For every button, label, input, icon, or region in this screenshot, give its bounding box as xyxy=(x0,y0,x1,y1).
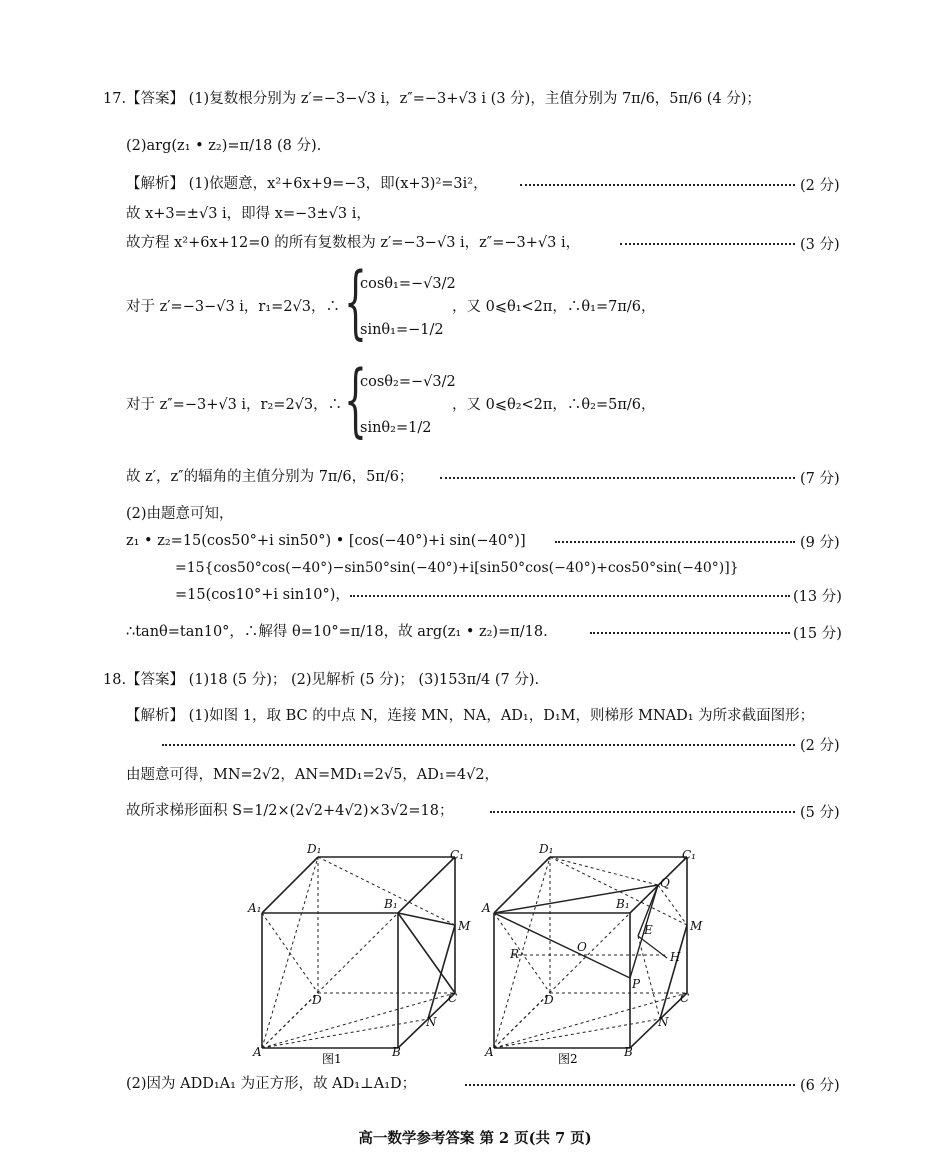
score-label: (5 分) xyxy=(800,805,840,821)
score-label: (2 分) xyxy=(800,738,840,754)
vertex-label: C₁ xyxy=(450,848,464,862)
vertex-label: M xyxy=(690,919,703,933)
vertex-label: N xyxy=(658,1015,669,1029)
q17-system-1-cos: cosθ₁=−√3/2 xyxy=(360,276,456,292)
leader-dots xyxy=(555,541,795,543)
q17-solution-line-11: ∴tanθ=tan10°，∴解得 θ=10°=π/18，故 arg(z₁ • z₂)=π/18. xyxy=(126,624,548,640)
q17-answer-line-2: (2)arg(z₁ • z₂)=π/18 (8 分). xyxy=(126,138,322,154)
q18-solution-line-3: 故所求梯形面积 S=1/2×(2√2+4√2)×3√2=18； xyxy=(126,803,454,819)
vertex-label: H xyxy=(670,950,681,964)
vertex-label: O xyxy=(577,940,587,954)
q18-solution-line-4: (2)因为 ADD₁A₁ 为正方形，故 AD₁⊥A₁D； xyxy=(126,1076,417,1092)
q17-solution-line-5a: 对于 z″=−3+√3 i，r₂=2√3，∴ xyxy=(126,397,343,413)
vertex-label: R xyxy=(510,947,520,961)
q17-answer-line-1: 17.【答案】 (1)复数根分别为 z′=−3−√3 i，z″=−3+√3 i (3 分)，主值分别为 7π/6，5π/6 (4 分)； xyxy=(103,91,761,107)
vertex-label: A xyxy=(253,1045,262,1059)
q17-solution-line-6: 故 z′，z″的辐角的主值分别为 7π/6，5π/6； xyxy=(126,469,414,485)
leader-dots xyxy=(520,184,795,186)
leader-dots xyxy=(440,477,795,479)
vertex-label: E xyxy=(644,923,653,937)
vertex-label: B xyxy=(392,1045,401,1059)
score-label: (3 分) xyxy=(800,237,840,253)
vertex-label: A xyxy=(485,1045,494,1059)
cube-figures xyxy=(240,838,710,1074)
q17-solution-line-8: z₁ • z₂=15(cos50°+i sin50°) • [cos(−40°)+i sin(−40°)] xyxy=(126,533,526,549)
q17-solution-line-1: 【解析】 (1)依题意，x²+6x+9=−3，即(x+3)²=3i²， xyxy=(126,176,488,192)
vertex-label: B₁ xyxy=(384,897,398,911)
q17-solution-line-10: =15(cos10°+i sin10°)， xyxy=(175,587,350,603)
leader-dots xyxy=(465,1084,795,1086)
leader-dots xyxy=(590,632,790,634)
q17-solution-line-2: 故 x+3=±√3 i，即得 x=−3±√3 i， xyxy=(126,206,371,222)
leader-dots xyxy=(620,243,795,245)
left-brace: { xyxy=(344,353,367,446)
leader-dots xyxy=(350,595,790,597)
leader-dots xyxy=(162,744,795,746)
vertex-label: B xyxy=(624,1045,633,1059)
figure-2-caption: 图2 xyxy=(558,1052,578,1066)
q18-solution-line-2: 由题意可得，MN=2√2，AN=MD₁=2√5，AD₁=4√2， xyxy=(126,767,500,783)
vertex-label: D xyxy=(312,993,322,1007)
score-label: (9 分) xyxy=(800,535,840,551)
page-footer: 高一数学参考答案 第 2 页(共 7 页) xyxy=(358,1130,592,1147)
score-label: (2 分) xyxy=(800,178,840,194)
leader-dots xyxy=(490,811,795,813)
q18-solution-line-1: 【解析】 (1)如图 1，取 BC 的中点 N，连接 MN，NA，AD₁，D₁M，则梯形 MNAD₁ 为所求截面图形； xyxy=(126,708,815,724)
vertex-label: A xyxy=(482,901,491,915)
q17-solution-line-7: (2)由题意可知， xyxy=(126,506,234,522)
q17-system-2-cos: cosθ₂=−√3/2 xyxy=(360,374,456,390)
cube-diagrams-svg xyxy=(240,838,710,1070)
q17-system-2-sin: sinθ₂=1/2 xyxy=(360,420,432,436)
q17-solution-line-3: 故方程 x²+6x+12=0 的所有复数根为 z′=−3−√3 i，z″=−3+√3 i， xyxy=(126,235,581,251)
vertex-label: C₁ xyxy=(682,848,696,862)
q17-solution-line-5c: ，又 0⩽θ₂<2π，∴θ₂=5π/6， xyxy=(452,397,656,413)
vertex-label: M xyxy=(458,919,471,933)
figure-1-caption: 图1 xyxy=(322,1052,342,1066)
score-label: (13 分) xyxy=(793,589,842,605)
vertex-label: D xyxy=(544,993,554,1007)
score-label: (15 分) xyxy=(793,626,842,642)
vertex-label: C xyxy=(680,991,690,1005)
vertex-label: D₁ xyxy=(539,842,554,856)
score-label: (7 分) xyxy=(800,471,840,487)
left-brace: { xyxy=(344,255,367,348)
score-label: (6 分) xyxy=(800,1078,840,1094)
vertex-label: Q xyxy=(660,876,670,890)
vertex-label: D₁ xyxy=(307,842,322,856)
vertex-label: N xyxy=(426,1015,437,1029)
q18-answer-line: 18.【答案】 (1)18 (5 分)； (2)见解析 (5 分)； (3)153π/4 (7 分). xyxy=(103,672,540,688)
vertex-label: A₁ xyxy=(248,901,262,915)
vertex-label: B₁ xyxy=(616,897,630,911)
vertex-label: C xyxy=(448,991,458,1005)
q17-system-1-sin: sinθ₁=−1/2 xyxy=(360,322,444,338)
vertex-label: P xyxy=(632,977,641,991)
q17-solution-line-4a: 对于 z′=−3−√3 i，r₁=2√3，∴ xyxy=(126,299,341,315)
q17-solution-line-4c: ，又 0⩽θ₁<2π，∴θ₁=7π/6， xyxy=(452,299,656,315)
q17-solution-line-9: =15{cos50°cos(−40°)−sin50°sin(−40°)+i[sin50°cos(−40°)+cos50°sin(−40°)]} xyxy=(175,560,739,576)
